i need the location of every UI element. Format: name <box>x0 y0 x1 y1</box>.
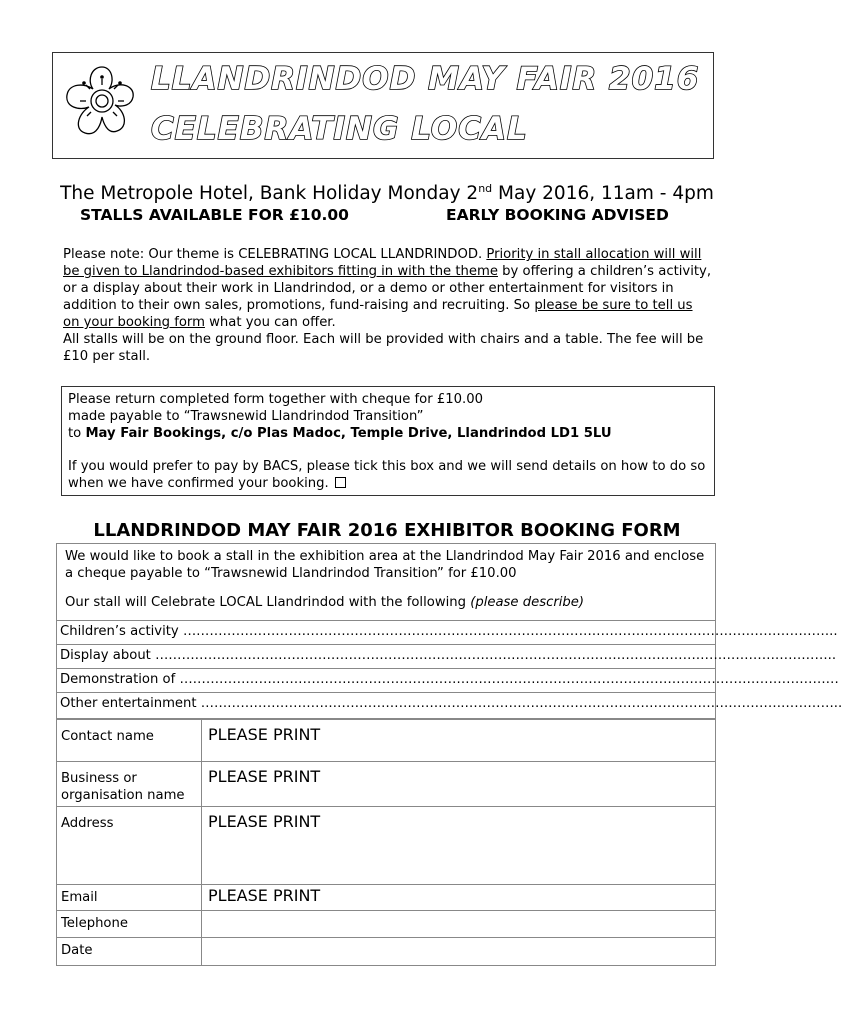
form-intro: We would like to book a stall in the exhibition area at the Llandrindod May Fair 2016 and enclose a cheque payable to “Trawsnewid Llandrindod Transition” for £10.00 Our stall will Celebrate LOCAL Llandrindod with the following (please describe) <box>56 543 716 621</box>
display-about-row[interactable]: Display about ……………………………………………………………………………………………………………………………………….. <box>56 645 716 669</box>
childrens-activity-row[interactable]: Children’s activity ………………………………………………………………………………………………………………………………….. <box>56 621 716 645</box>
address-label: Address <box>57 807 202 885</box>
table-row <box>57 762 716 807</box>
table-row <box>57 911 716 938</box>
venue-line: The Metropole Hotel, Bank Holiday Monday 2nd May 2016, 11am - 4pm <box>60 182 714 205</box>
table-row <box>57 938 716 966</box>
date-field[interactable] <box>202 938 716 966</box>
title-line-2: CELEBRATING LOCAL <box>151 111 528 147</box>
bacs-note: If you would prefer to pay by BACS, please tick this box and we will send details on how to do so when we have confirmed your booking. <box>68 459 706 491</box>
ground-floor-note: All stalls will be on the ground floor. Each will be provided with chairs and a table. The fee will be £10 per stall. <box>63 332 704 364</box>
contact-name-label: Contact name <box>57 720 202 762</box>
contact-name-field[interactable]: PLEASE PRINT <box>202 720 716 762</box>
organisation-label: Business or organisation name <box>57 762 202 807</box>
demonstration-row[interactable]: Demonstration of …………………………………………………………………………………………………………………………………… <box>56 669 716 693</box>
email-label: Email <box>57 885 202 911</box>
form-heading: LLANDRINDOD MAY FAIR 2016 EXHIBITOR BOOKING FORM <box>93 520 681 541</box>
booking-form-underline: please be sure to tell us on your booking form <box>63 298 693 330</box>
flower-icon <box>57 59 147 149</box>
table-row <box>57 720 716 762</box>
stalls-available: STALLS AVAILABLE FOR £10.00 <box>80 206 349 224</box>
date-label: Date <box>57 938 202 966</box>
table-row <box>57 885 716 911</box>
contact-details-table <box>56 719 716 966</box>
table-row <box>57 807 716 885</box>
return-instructions-box: Please return completed form together with cheque for £10.00 made payable to “Trawsnewid Llandrindod Transition” to May Fair Bookings, c/o Plas Madoc, Temple Drive, Llandrindod LD1 5LU If you would prefer to pay by BACS, please tick this box and we will send details on how to do so when we have confirmed your booking. <box>61 386 715 496</box>
theme-note: Please note: Our theme is CELEBRATING LOCAL LLANDRINDOD. Priority in stall allocation will will be given to Llandrindod-based exhibitors fitting in with the theme by offering a children’s activity, or a display about their work in Llandrindod, or a demo or other entertainment for visitors in addition to their own sales, promotions, fund-raising and recruiting. So please be sure to tell us on your booking form what you can offer. All stalls will be on the ground floor. Each will be provided with chairs and a table. The fee will be £10 per stall. <box>63 247 712 364</box>
organisation-field[interactable]: PLEASE PRINT <box>202 762 716 807</box>
title-box <box>52 52 714 159</box>
address-field[interactable]: PLEASE PRINT <box>202 807 716 885</box>
early-booking: EARLY BOOKING ADVISED <box>446 206 669 224</box>
other-entertainment-row[interactable]: Other entertainment ……………………………………………………………………………………………………………………………….. <box>56 693 716 719</box>
email-field[interactable]: PLEASE PRINT <box>202 885 716 911</box>
title-line-1: LLANDRINDOD MAY FAIR 2016 <box>151 61 700 97</box>
telephone-label: Telephone <box>57 911 202 938</box>
postal-address: May Fair Bookings, c/o Plas Madoc, Temple Drive, Llandrindod LD1 5LU <box>85 426 612 441</box>
priority-underline: Priority in stall allocation will will be given to Llandrindod-based exhibitors fitting in with the theme <box>63 247 702 279</box>
bacs-checkbox[interactable] <box>335 477 346 488</box>
telephone-field[interactable] <box>202 911 716 938</box>
